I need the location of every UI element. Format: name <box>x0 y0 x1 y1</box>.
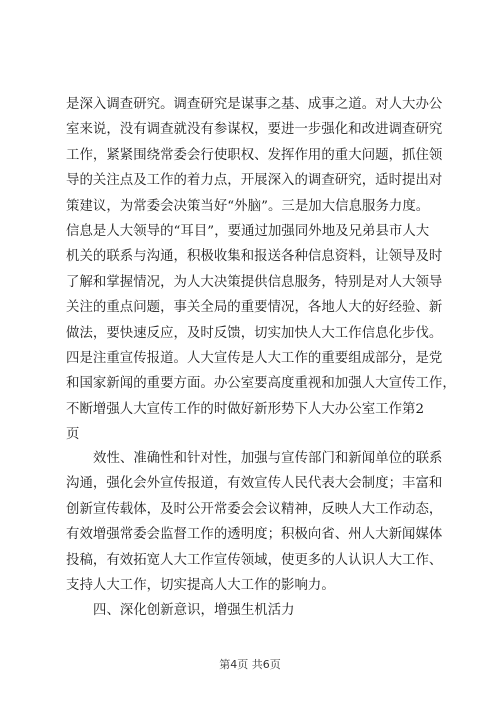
paragraph-upper <box>66 92 456 447</box>
text-line: 室来说，没有调查就没有参谋权，要进一步强化和改进调查研究 <box>66 122 443 138</box>
text-line: 关注的重点问题，事关全局的重要情况，各地人大的好经验、新 <box>66 300 443 316</box>
text-line: 机关的联系与沟通，积极收集和报送各种信息资料，让领导及时 <box>66 249 443 265</box>
text-line: 创新宣传载体，及时公开常委会会议精神，反映人大工作动态， <box>66 501 443 517</box>
text-line: 不断增强人大宣传工作的时做好新形势下人大办公室工作第2 <box>66 401 425 417</box>
paragraph-lower <box>66 446 443 624</box>
text-line: 支持人大工作，切实提高人大工作的影响力。 <box>66 577 335 593</box>
text-line: 工作，紧紧围绕常委会行使职权、发挥作用的重大问题，抓住领 <box>66 147 443 163</box>
text-line: 是深入调查研究。调查研究是谋事之基、成事之道。对人大办公 <box>66 97 443 112</box>
text-line: 信息是人大领导的“耳目”，要通过加强同外地及兄弟县市人大 <box>66 223 430 239</box>
text-line: 导的关注点及工作的着力点，开展深入的调查研究，适时提出对 <box>66 173 443 189</box>
text-line: 投稿，有效拓宽人大工作宣传领域，使更多的人认识人大工作、 <box>66 552 443 568</box>
text-line: 沟通，强化会外宣传报道，有效宣传人民代表大会制度；丰富和 <box>66 476 443 492</box>
text-line: 了解和掌握情况，为人大决策提供信息服务，特别是对人大领导 <box>66 274 443 290</box>
page-footer: 第4页 共6页 <box>219 658 281 671</box>
text-line: 页 <box>66 427 80 443</box>
text-line: 有效增强常委会监督工作的透明度；积极向省、州人大新闻媒体 <box>66 527 443 543</box>
text-line: 做法，要快速反应，及时反馈，切实加快人大工作信息化步伐。 <box>66 325 443 341</box>
text-line: 和国家新闻的重要方面。办公室要高度重视和加强人大宣传工作， <box>66 376 456 392</box>
text-line: 四是注重宣传报道。人大宣传是人大工作的重要组成部分，是党 <box>66 350 443 366</box>
text-line: 策建议，为常委会决策当好“外脑”。三是加大信息服务力度。 <box>66 198 430 214</box>
text-line: 效性、准确性和针对性，加强与宣传部门和新闻单位的联系 <box>93 451 443 466</box>
section-heading: 四、深化创新意识，增强生机活力 <box>93 603 295 619</box>
